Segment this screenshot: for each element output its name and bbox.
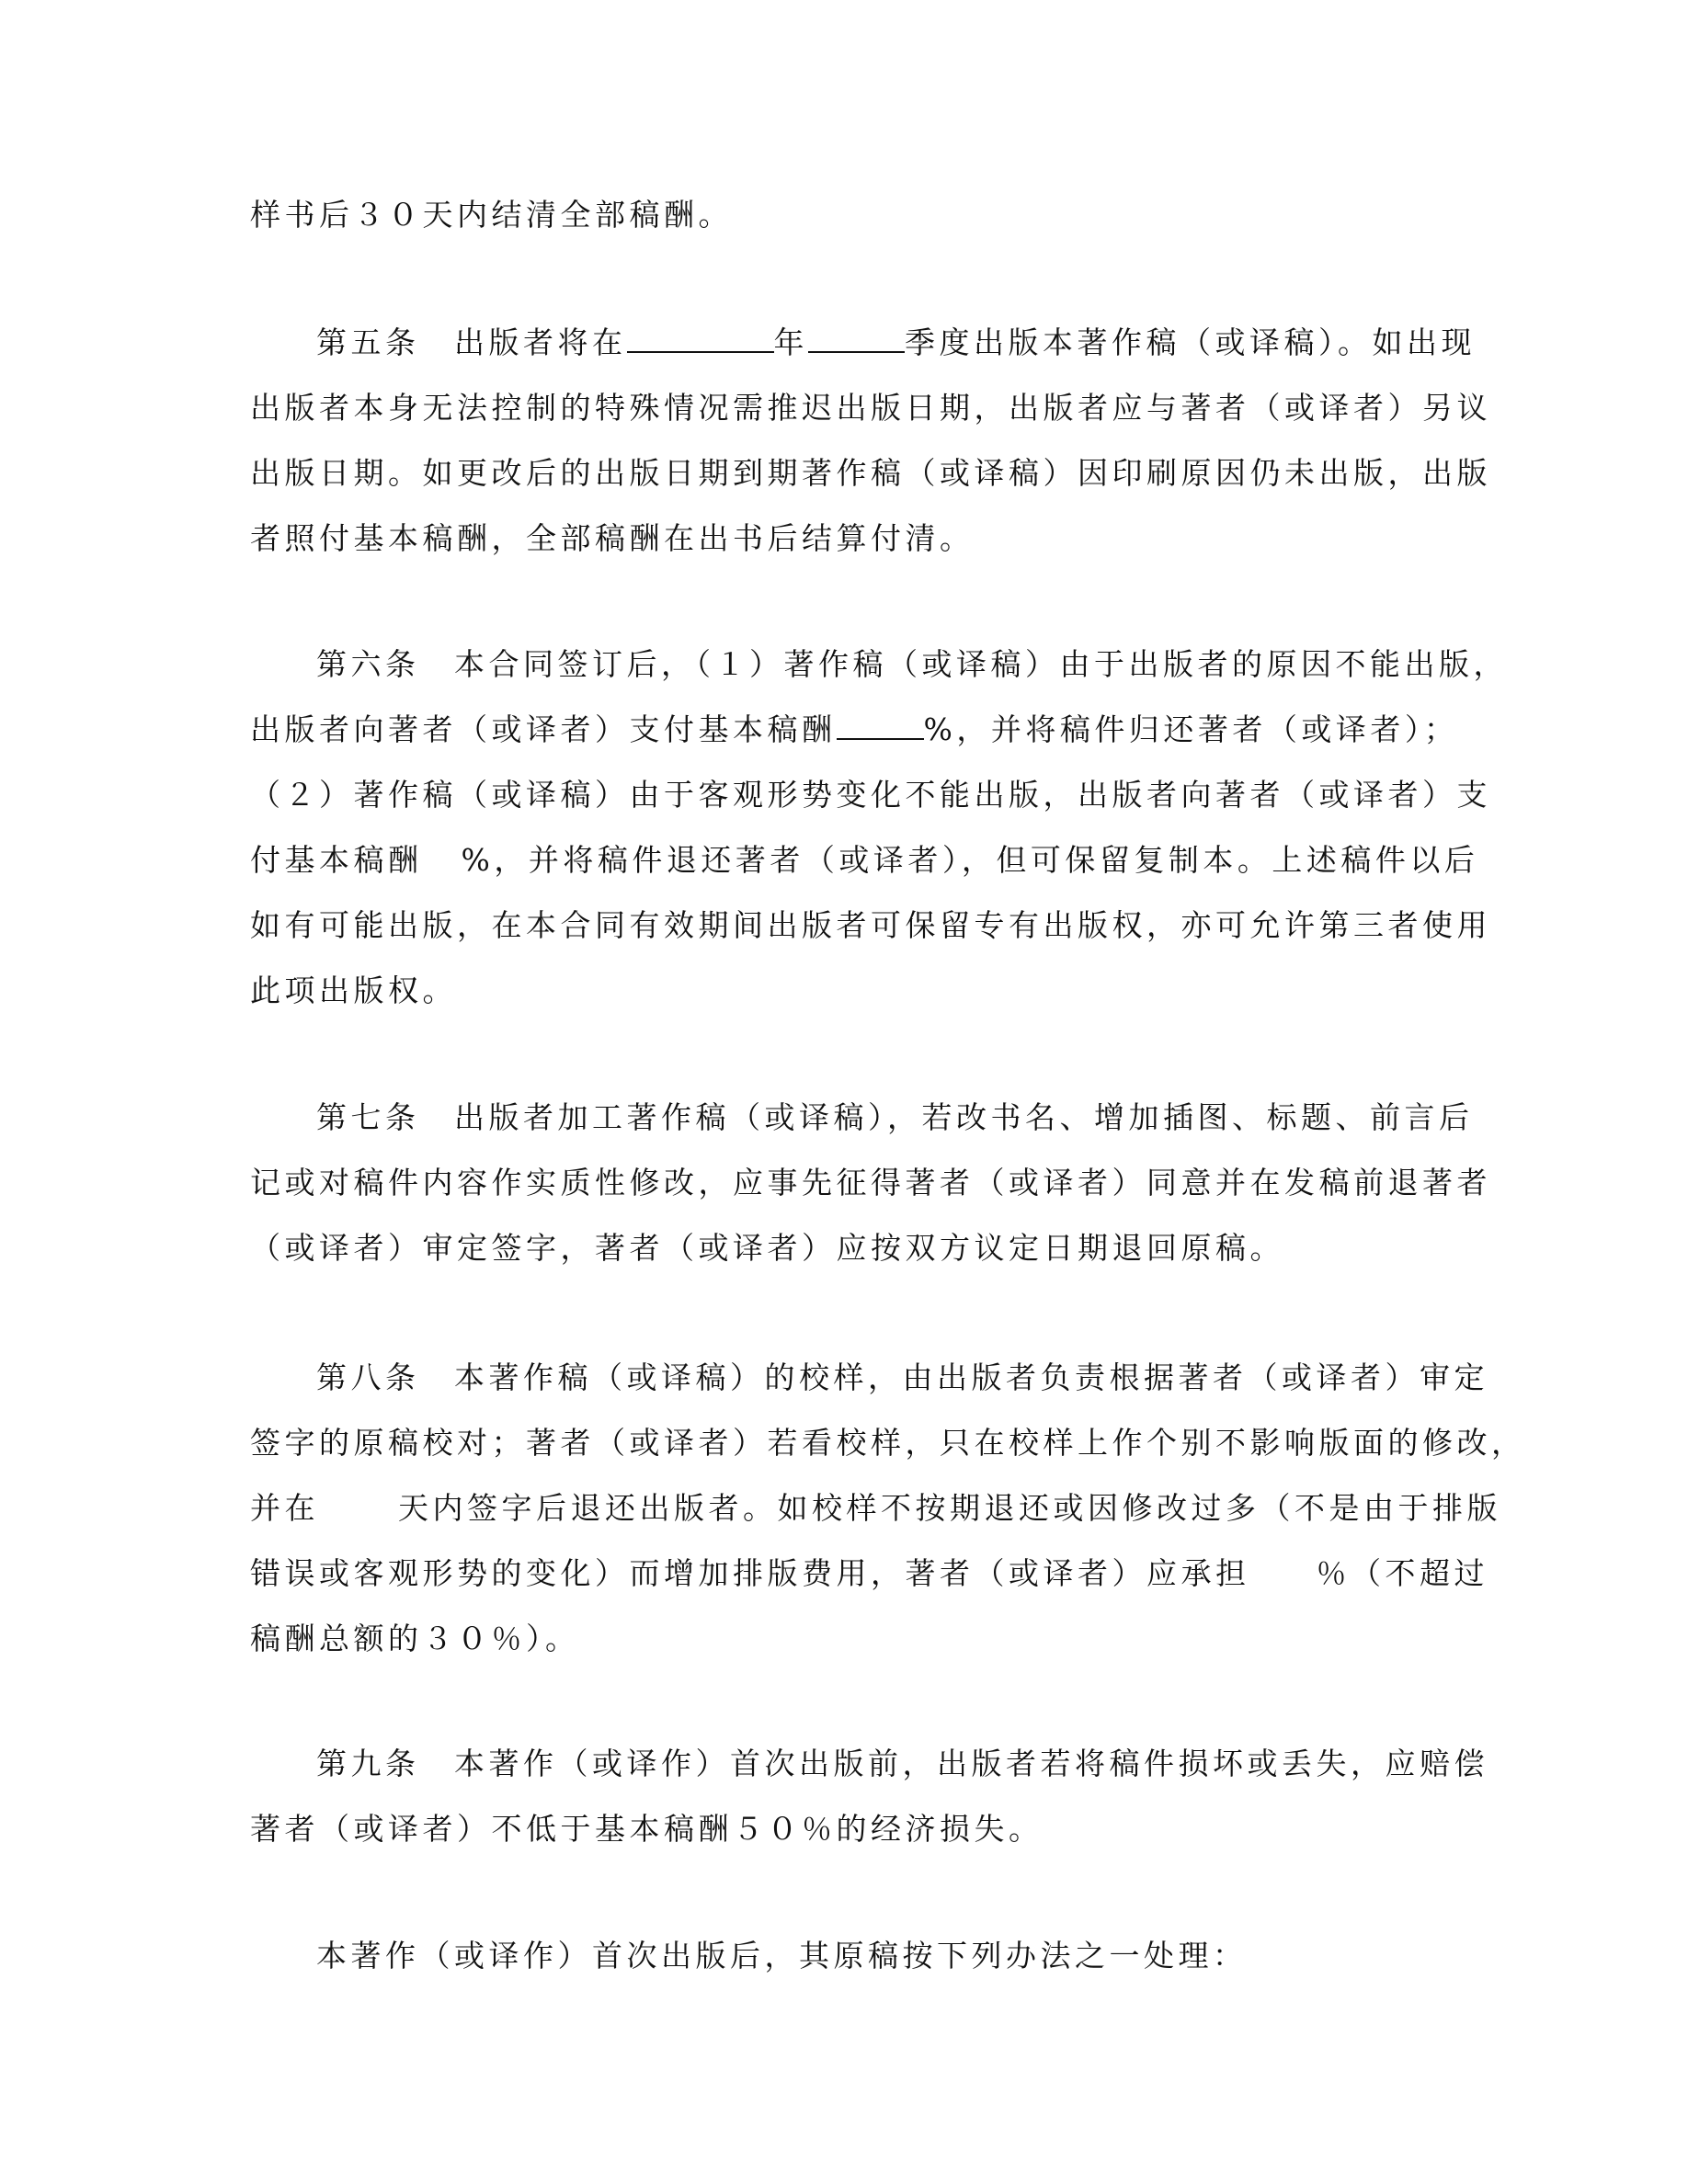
text-line: 签字的原稿校对；著者（或译者）若看校样，只在校样上作个别不影响版面的修改， bbox=[250, 1425, 1526, 1461]
article-6 bbox=[250, 631, 1508, 1023]
text-line: 并在 天内签字后退还出版者。如校样不按期退还或因修改过多（不是由于排版 bbox=[250, 1490, 1501, 1526]
text-line: （２）著作稿（或译稿）由于客观形势变化不能出版，出版者向著者（或译者）支 bbox=[250, 777, 1491, 813]
text-line: （或译者）审定签字，著者（或译者）应按双方议定日期退回原稿。 bbox=[250, 1230, 1284, 1266]
article-9 bbox=[250, 1731, 1488, 1861]
text-line: 此项出版权。 bbox=[250, 973, 457, 1008]
text-line: 著者（或译者）不低于基本稿酬５０％的经济损失。 bbox=[250, 1811, 1044, 1847]
quarter-blank[interactable] bbox=[808, 324, 905, 353]
text-line: 样书后３０天内结清全部稿酬。 bbox=[250, 197, 733, 233]
article-7 bbox=[250, 1085, 1491, 1280]
article-8 bbox=[250, 1345, 1526, 1671]
text-line: 出版者向著者（或译者）支付基本稿酬 %，并将稿件归还著者（或译者）； bbox=[250, 711, 1459, 747]
text-line: 付基本稿酬 %，并将稿件退还著者（或译者），但可保留复制本。上述稿件以后 bbox=[250, 842, 1479, 878]
text-line: 出版者本身无法控制的特殊情况需推迟出版日期，出版者应与著者（或译者）另议 bbox=[250, 390, 1491, 426]
text-line: 记或对稿件内容作实质性修改，应事先征得著者（或译者）同意并在发稿前退著者 bbox=[250, 1165, 1491, 1200]
article-5 bbox=[250, 310, 1491, 571]
article-5-text: 季度出版本著作稿（或译稿）。如出现 bbox=[905, 324, 1476, 360]
percent-blank[interactable] bbox=[837, 711, 924, 740]
text-line: 第七条 出版者加工著作稿（或译稿），若改书名、增加插图、标题、前言后 bbox=[316, 1099, 1474, 1135]
paragraph-payment-end bbox=[250, 182, 1436, 247]
text-line: 稿酬总额的３０％）。 bbox=[250, 1621, 580, 1656]
article-5-heading-text: 第五条 出版者将在 bbox=[316, 324, 627, 360]
text-line: 者照付基本稿酬，全部稿酬在出书后结算付清。 bbox=[250, 520, 975, 556]
text-line bbox=[250, 310, 1476, 375]
text-line: 本著作（或译作）首次出版后，其原稿按下列办法之一处理： bbox=[316, 1938, 1248, 1974]
text-line: 第六条 本合同签订后，（１）著作稿（或译稿）由于出版者的原因不能出版， bbox=[316, 646, 1508, 682]
text-line: 错误或客观形势的变化）而增加排版费用，著者（或译者）应承担 ％（不超过 bbox=[250, 1555, 1488, 1591]
text-line: 如有可能出版，在本合同有效期间出版者可保留专有出版权，亦可允许第三者使用 bbox=[250, 907, 1491, 943]
text-line: 第九条 本著作（或译作）首次出版前，出版者若将稿件损坏或丢失，应赔偿 bbox=[316, 1746, 1488, 1781]
text-line: 第八条 本著作稿（或译稿）的校样，由出版者负责根据著者（或译者）审定 bbox=[316, 1359, 1488, 1395]
year-blank[interactable] bbox=[627, 324, 774, 353]
paragraph-original-manuscript bbox=[250, 1923, 1436, 1988]
year-label: 年 bbox=[773, 324, 808, 360]
text-line: 出版日期。如更改后的出版日期到期著作稿（或译稿）因印刷原因仍未出版，出版 bbox=[250, 455, 1491, 491]
